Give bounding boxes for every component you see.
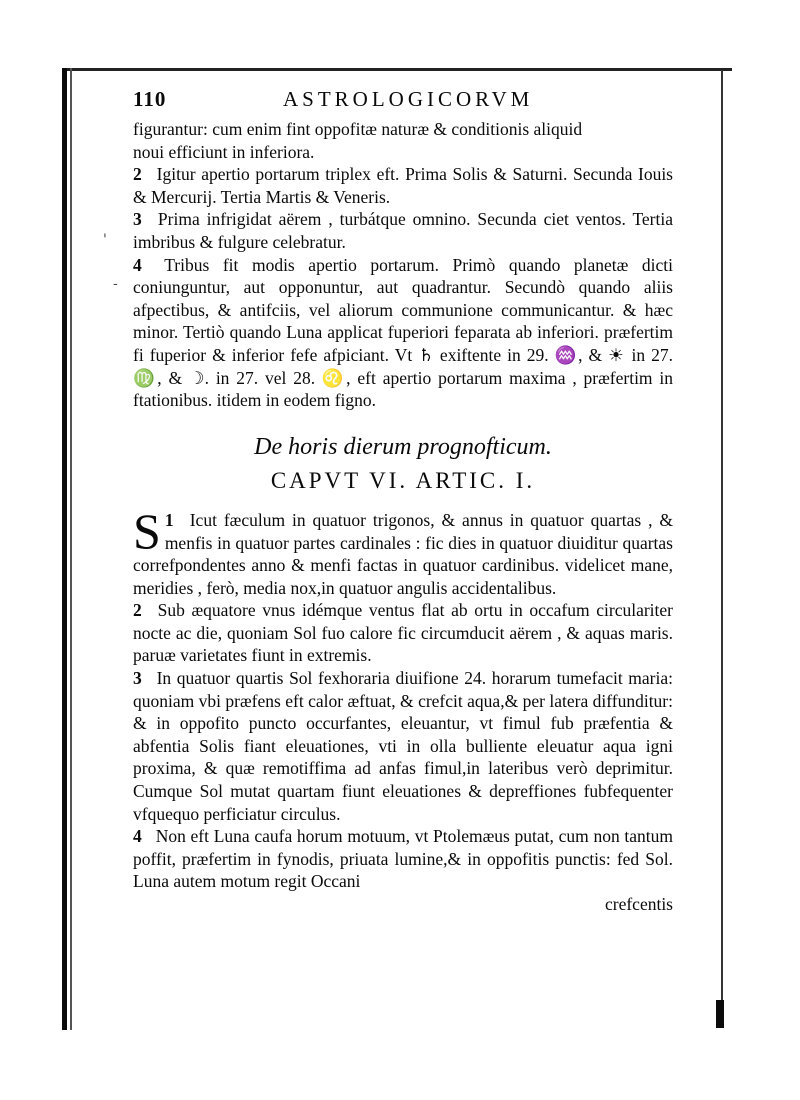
paragraph-line: noui efficiunt in inferiora. — [133, 141, 315, 162]
paragraph-number: 3 — [133, 209, 142, 230]
paragraph-text: Icut fæculum in quatuor trigonos, & annus in quatuor quartas , & menfis in quatuor partes cardinales : fic dies in quatuor diuiditur quartas correfpondentes anno & menfi factas in quatuor cardinibus. videlicet mane, meridies , ferò, media nox,in quatuor angulis accidentalibus. — [133, 509, 674, 598]
paragraph-number: 3 — [133, 668, 142, 689]
numbered-paragraph — [133, 502, 674, 599]
paragraph-line: figurantur: cum enim fint oppofitæ naturæ & conditionis aliquid — [133, 119, 583, 139]
running-title: ASTROLOGICORVM — [283, 87, 534, 111]
margin-mark: ' — [103, 232, 107, 248]
paragraph-number: 2 — [133, 600, 142, 621]
section-heading: De horis dierum prognofticum. — [254, 433, 552, 460]
paragraph-text: Tribus fit modis apertio portarum. Primò quando planetæ dicti coniunguntur, aut opponuntur, aut quadrantur. Secundò quando aliis afpectibus, & antifciis, vel aliorum communione communicantur. & hæc minor. Tertiò quando Luna applicat fuperiori feparata ab inferiori. præfertim fi fuperior & inferior fefe afpiciant. Vt ♄ exiftente in 29. ♒, & ☀ in 27. ♍, & ☽. in 27. vel 28. ♌, eft apertio portarum maxima , præfertim in ftationibus. itidem in eodem figno. — [133, 254, 673, 411]
paragraph-text: Sub æquatore vnus idémque ventus flat ab ortu in occafum circulariter nocte ac die, quoniam Sol fuo calore fic circumducit aërem , & aquas maris. paruæ varietates fiunt in extremis. — [133, 600, 673, 666]
numbered-paragraph — [133, 599, 673, 667]
chapter-heading: CAPVT VI. ARTIC. I. — [270, 468, 536, 494]
book-page — [133, 88, 673, 916]
scan-edge-left — [62, 68, 67, 1030]
paragraph-text: Prima infrigidat aërem , turbátque omnino. Secunda ciet ventos. Tertia imbribus & fulgure celebratur. — [133, 209, 673, 252]
running-head — [133, 88, 673, 118]
paragraph-text: In quatuor quartis Sol fexhoraria diuifione 24. horarum tumefacit maria: quoniam vbi præfens eft calor æftuat, & crefcit aqua,& per latera diffunditur: & in oppofito puncto occurfantes, eleuantur, vt fimul fub præfentia & abfentia Solis fiant eleuationes, vti in olla bulliente eleuatur aqua igni proxima, & quæ remotiffima ad anfas fimul,in lateribus verò deprimitur. Cumque Sol mutat quartam fiunt eleuationes & depreffiones fubfequenter vfquequo perficiatur circulus. — [133, 668, 674, 824]
scan-edge-right — [721, 70, 723, 1000]
numbered-paragraph — [133, 825, 673, 893]
paragraph-number: 4 — [133, 254, 142, 275]
paragraph-number: 4 — [133, 826, 142, 847]
paragraph-number: 1 — [164, 509, 174, 530]
paragraph-text: Non eft Luna caufa horum motuum, vt Ptolemæus putat, cum non tantum poffit, præfertim in fynodis, priuata lumine,& in oppofitis punctis: fed Sol. Luna autem motum regit Occani — [133, 826, 673, 892]
paragraph-number: 2 — [133, 164, 142, 185]
scan-edge-corner — [716, 1000, 724, 1028]
page-number: 110 — [133, 87, 167, 111]
numbered-paragraph — [133, 254, 673, 412]
numbered-paragraph — [133, 163, 673, 208]
margin-mark: - — [113, 276, 118, 292]
drop-cap: S — [133, 502, 161, 559]
paragraph-text: Igitur apertio portarum triplex eft. Prima Solis & Saturni. Secunda Iouis & Mercurij. Tertia Martis & Veneris. — [133, 164, 673, 207]
scan-edge-top — [62, 68, 732, 71]
numbered-paragraph — [133, 208, 673, 253]
scan-edge-left-shadow — [70, 68, 72, 1030]
numbered-paragraph — [133, 667, 673, 825]
catchword: crefcentis — [604, 894, 673, 914]
